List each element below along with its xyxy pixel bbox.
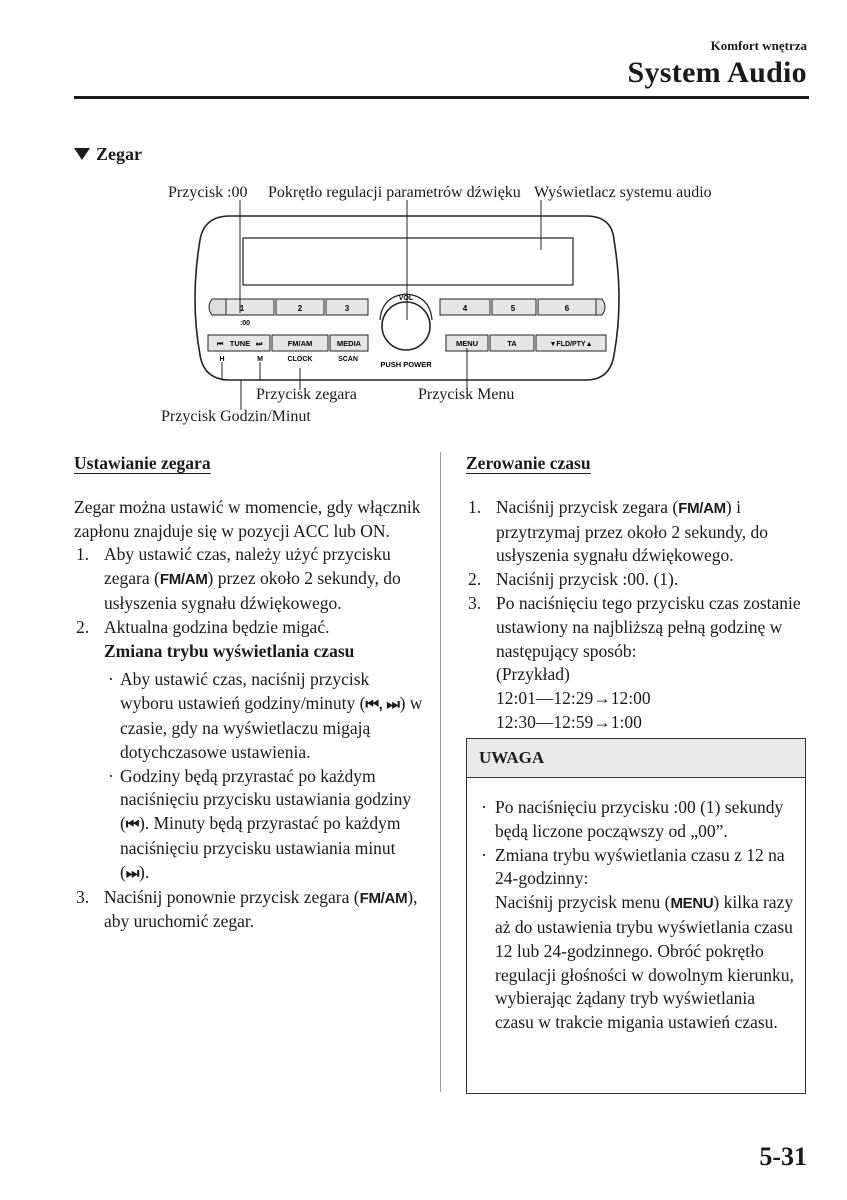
- callout-display: Wyświetlacz systemu audio: [534, 184, 712, 201]
- left-step-2: 2. Aktualna godzina będzie migać. Zmiana trybu wyświetlania czasu: [76, 616, 355, 661]
- callout-knob: Pokrętło regulacji parametrów dźwięku: [268, 184, 521, 201]
- tune-prev-icon: ⏮: [217, 341, 224, 348]
- left-intro: Zegar można ustawić w momencie, gdy włącznik zapłonu znajduje się w pozycji ACC lub ON.: [74, 496, 421, 541]
- right-step-1: 1. Naciśnij przycisk zegara (FM/AM) i przytrzymaj przez około 2 sekundy, do usłyszenia sygnału dźwiękowego.: [468, 496, 768, 566]
- right-step-2: 2. Naciśnij przycisk :00. (1).: [468, 569, 679, 590]
- callout-button-00: Przycisk :00: [168, 184, 248, 201]
- preset-label-3: 3: [344, 304, 350, 313]
- preset-label-6: 6: [564, 304, 570, 313]
- column-divider: [440, 452, 441, 1092]
- left-step-2-subheading: Zmiana trybu wyświetlania czasu: [104, 640, 355, 661]
- preset-label-4: 4: [462, 304, 468, 313]
- callout-clock-button: Przycisk zegara: [256, 386, 357, 403]
- left-bullet-2: · Godziny będą przyrastać po każdym naciśnięciu przycisku ustawiania godziny (⏮). Minuty będą przyrastać po każdym naciśnięciu przycisku ustawiania minut (⏭).: [108, 765, 412, 882]
- tune-next-icon: ⏭: [256, 341, 263, 348]
- right-heading: Zerowanie czasu: [466, 453, 591, 473]
- scan-label: SCAN: [338, 356, 358, 363]
- note-title: UWAGA: [467, 739, 805, 778]
- note-box: [466, 738, 806, 1094]
- page-number: 5-31: [759, 1142, 807, 1171]
- note-bullet-2: · Zmiana trybu wyświetlania czasu z 12 na 24-godzinny: Naciśnij przycisk menu (MENU) kilka razy aż do ustawienia trybu wyświetlania czasu 12 lub 24-godzinnego. Obróć pokrętło regulacji głośności w dowolnym kierunku, wybierając żądany tryb wyświetlania czasu w trakcie migania ustawień czasu.: [481, 844, 794, 1033]
- left-column: [74, 452, 424, 934]
- chapter-label: Komfort wnętrza: [710, 38, 807, 53]
- right-endcap: [596, 299, 605, 315]
- fldpty-label: ▼FLD/PTY▲: [549, 341, 593, 348]
- preset-label-2: 2: [297, 304, 303, 313]
- sub-label-00: :00: [239, 320, 251, 327]
- h-label: H: [219, 356, 225, 363]
- preset-button-1: [226, 299, 274, 315]
- example-line-2: 12:30—12:59→1:00: [496, 711, 642, 732]
- right-step-3: 3. Po naciśnięciu tego przycisku czas zostanie ustawiony na najbliższą pełną godzinę w następujący sposób: (Przykład) 12:01—12:29→12:00 12:30—12:59→1:00: [468, 592, 801, 732]
- left-bullet-1: · Aby ustawić czas, naciśnij przycisk wyboru ustawień godziny/minuty (⏮, ⏭) w czasie, gdy na wyświetlaczu migają dotychczasowe ustawienia.: [108, 669, 423, 762]
- note-bullet-1: · Po naciśnięciu przycisku :00 (1) sekundy będą liczone począwszy od „00”.: [481, 797, 784, 841]
- menu-label: MENU: [455, 339, 479, 348]
- callout-hour-min-button: Przycisk Godzin/Minut: [161, 408, 311, 425]
- audio-display: [243, 238, 573, 285]
- left-step-3: 3. Naciśnij ponownie przycisk zegara (FM/AM), aby uruchomić zegar.: [76, 886, 418, 932]
- right-column: [466, 452, 806, 735]
- push-power-label: PUSH POWER: [380, 360, 432, 369]
- volume-knob: [382, 302, 430, 350]
- preset-label-5: 5: [510, 304, 516, 313]
- clock-label: CLOCK: [287, 356, 313, 363]
- tune-label: TUNE: [229, 339, 251, 348]
- media-label: MEDIA: [336, 339, 362, 348]
- m-label: M: [257, 356, 263, 363]
- example-line-1: 12:01—12:29→12:00: [496, 688, 651, 709]
- example-label: (Przykład): [496, 664, 570, 685]
- callout-menu-button: Przycisk Menu: [418, 386, 515, 403]
- section-title: Zegar: [96, 144, 142, 164]
- left-heading: Ustawianie zegara: [74, 453, 211, 473]
- left-step-1: 1. Aby ustawić czas, należy użyć przycisku zegara (FM/AM) przez około 2 sekundy, do usłyszenia sygnału dźwiękowego.: [76, 544, 401, 613]
- page-title: System Audio: [627, 56, 807, 89]
- audio-panel-diagram: [0, 0, 847, 440]
- vol-label: VOL: [398, 295, 414, 302]
- ta-label: TA: [507, 339, 517, 348]
- fmam-label: FM/AM: [287, 339, 313, 348]
- preset-label-1: 1: [239, 304, 245, 313]
- left-endcap: [209, 299, 226, 315]
